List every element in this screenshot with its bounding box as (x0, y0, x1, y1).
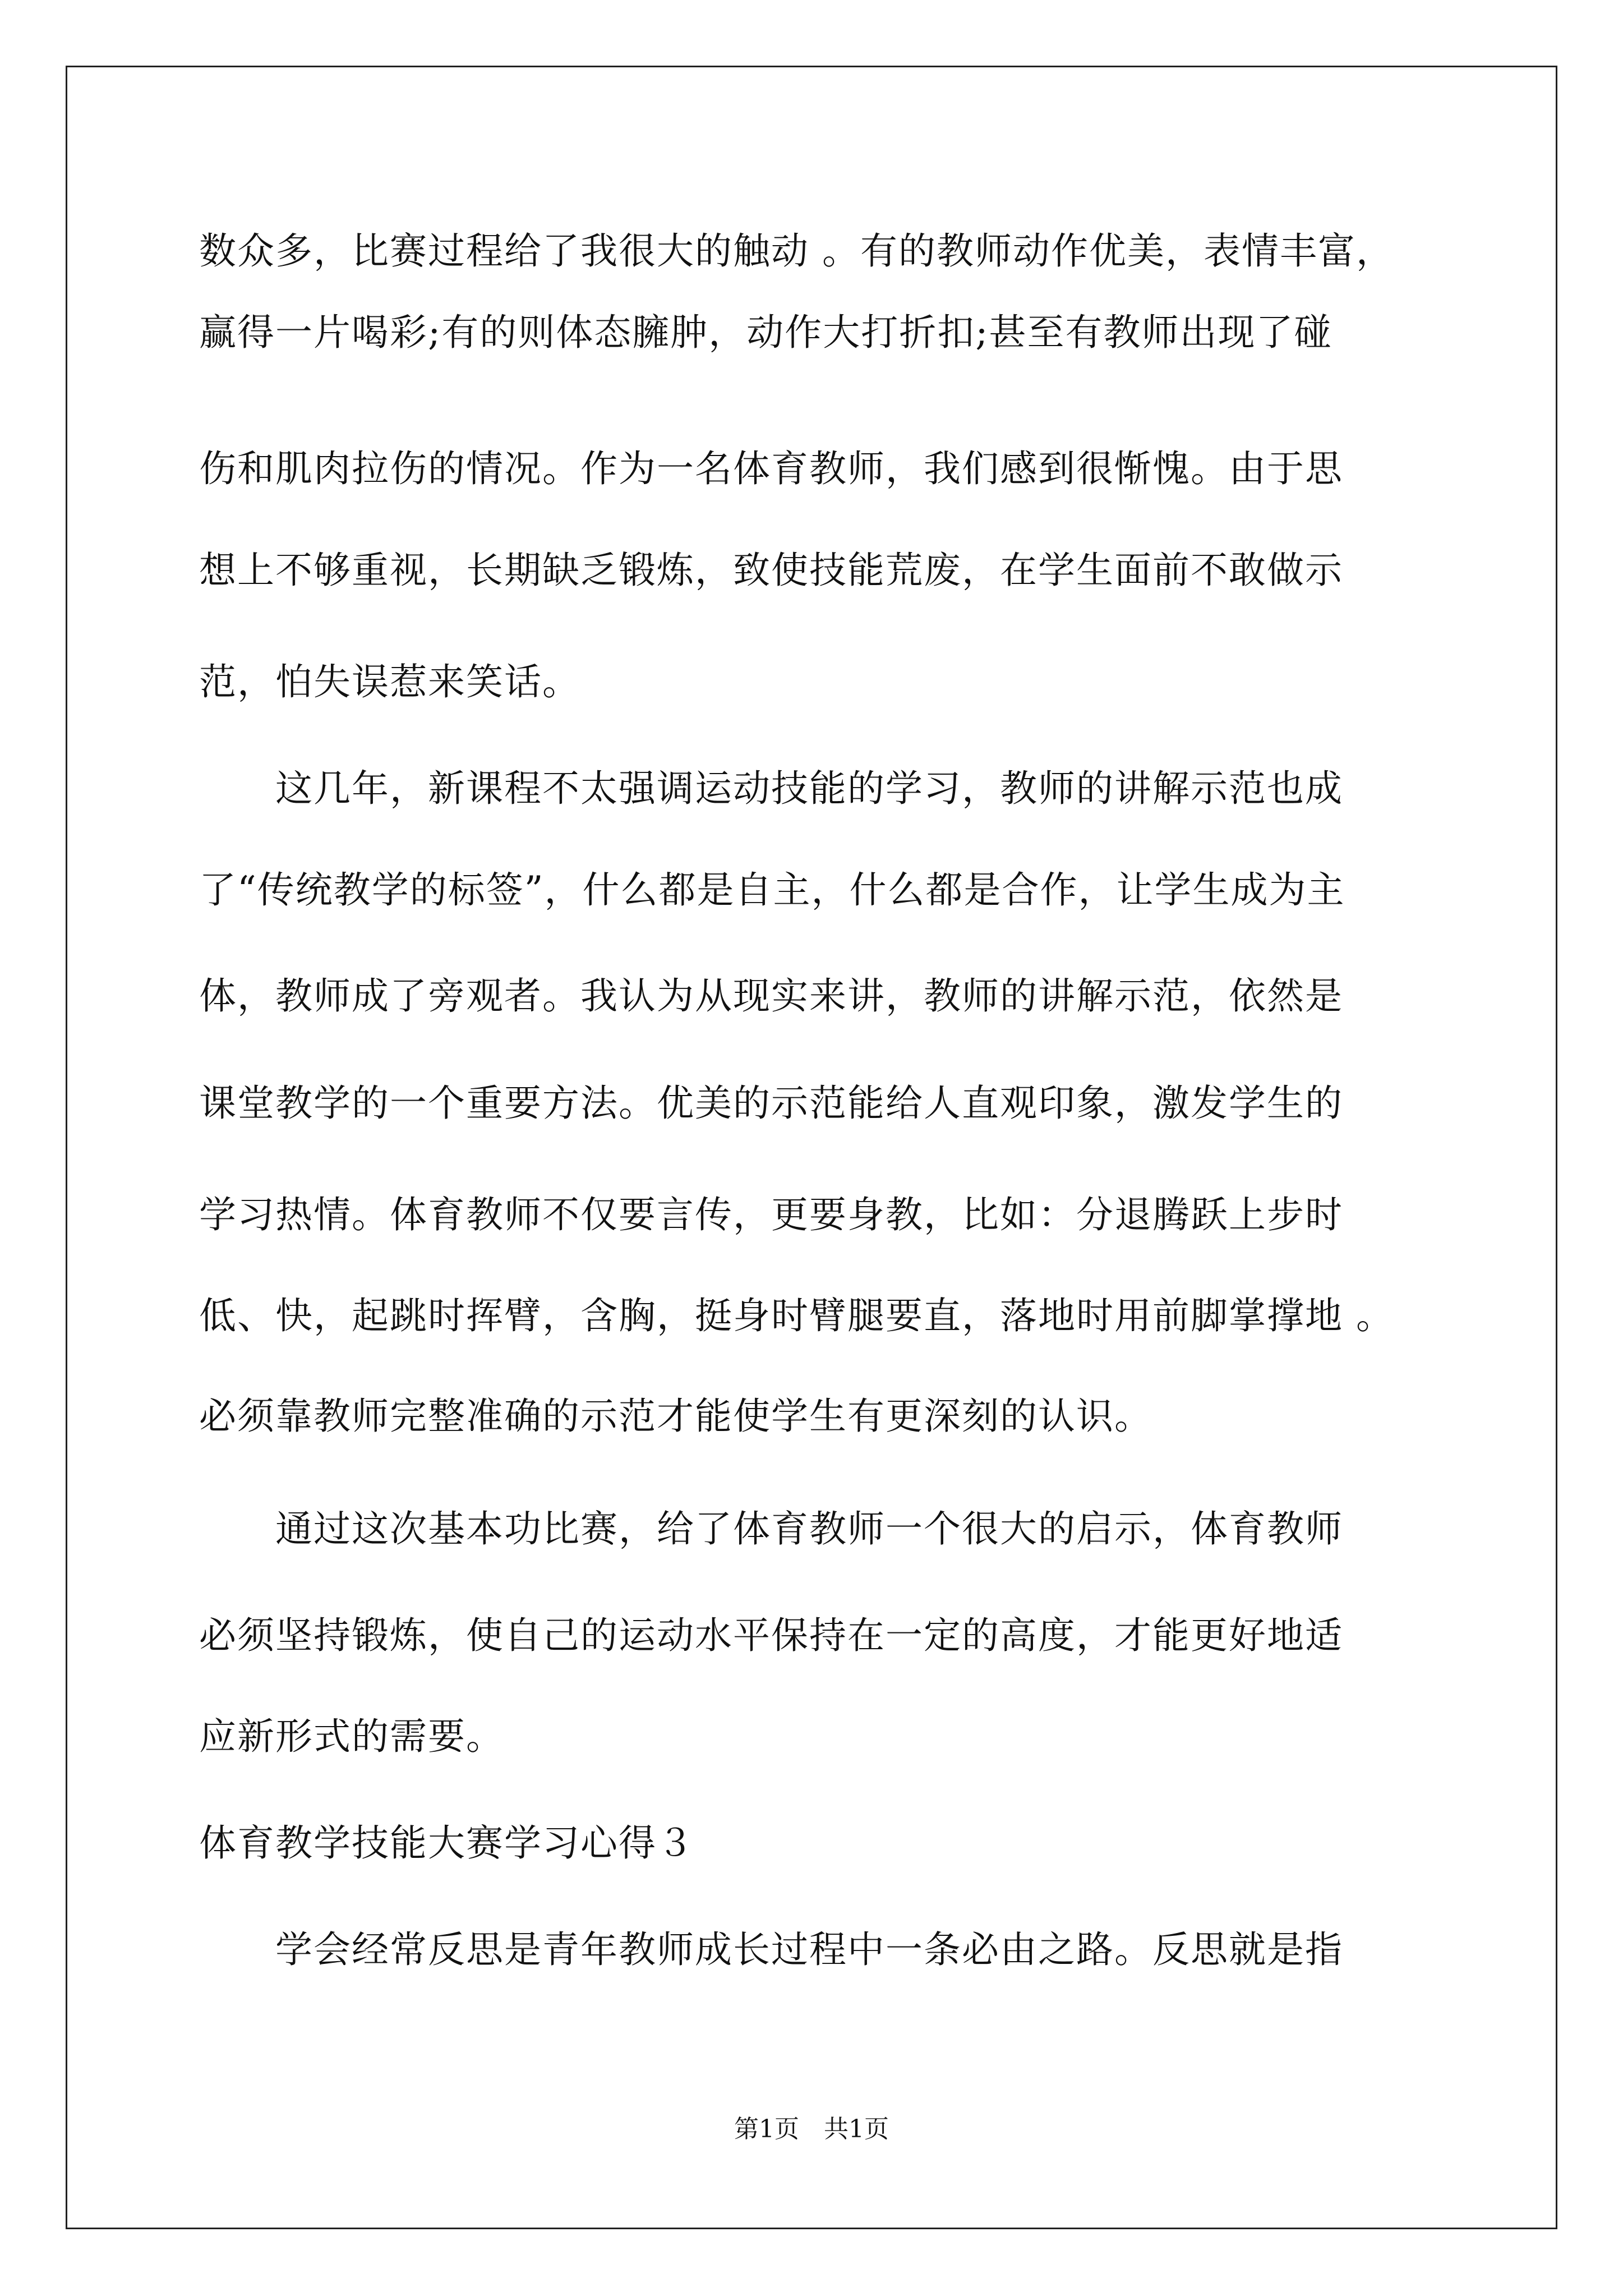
paragraph-line: 了“传统教学的标签”，什么都是自主，什么都是合作，让学生成为主 (199, 868, 1345, 912)
paragraph-line: 赢得一片喝彩;有的则体态臃肿，动作大打折扣;甚至有教师出现了碰 (199, 311, 1332, 354)
paragraph-line: 这几年，新课程不太强调运动技能的学习，教师的讲解示范也成 (199, 767, 1343, 810)
section-heading: 体育教学技能大赛学习心得３ (199, 1821, 695, 1865)
paragraph-line: 范，怕失误惹来笑话。 (199, 660, 580, 703)
paragraph-line: 想上不够重视，长期缺乏锻炼，致使技能荒废，在学生面前不敢做示 (199, 549, 1343, 592)
paragraph-line: 必须靠教师完整准确的示范才能使学生有更深刻的认识。 (199, 1395, 1152, 1438)
paragraph-line: 数众多，比赛过程给了我很大的触动 。有的教师动作优美，表情丰富， (199, 229, 1394, 273)
paragraph-line: 课堂教学的一个重要方法。优美的示范能给人直观印象，激发学生的 (199, 1082, 1343, 1125)
page-footer: 第1页 共1页 (734, 2115, 889, 2143)
paragraph-line: 必须坚持锻炼，使自己的运动水平保持在一定的高度，才能更好地适 (199, 1614, 1343, 1657)
paragraph-line: 体，教师成了旁观者。我认为从现实来讲，教师的讲解示范，依然是 (199, 974, 1343, 1018)
paragraph-line: 通过这次基本功比赛，给了体育教师一个很大的启示，体育教师 (199, 1507, 1343, 1550)
paragraph-line: 伤和肌肉拉伤的情况。作为一名体育教师，我们感到很惭愧。由于思 (199, 447, 1343, 490)
paragraph-line: 应新形式的需要。 (199, 1715, 504, 1758)
paragraph-line: 低、快，起跳时挥臂，含胸，挺身时臂腿要直，落地时用前脚掌撑地 。 (199, 1294, 1394, 1337)
paragraph-line: 学习热情。体育教师不仅要言传，更要身教，比如：分退腾跃上步时 (199, 1193, 1343, 1236)
paragraph-line: 学会经常反思是青年教师成长过程中一条必由之路。反思就是指 (199, 1928, 1343, 1971)
page-border (66, 66, 1557, 2229)
